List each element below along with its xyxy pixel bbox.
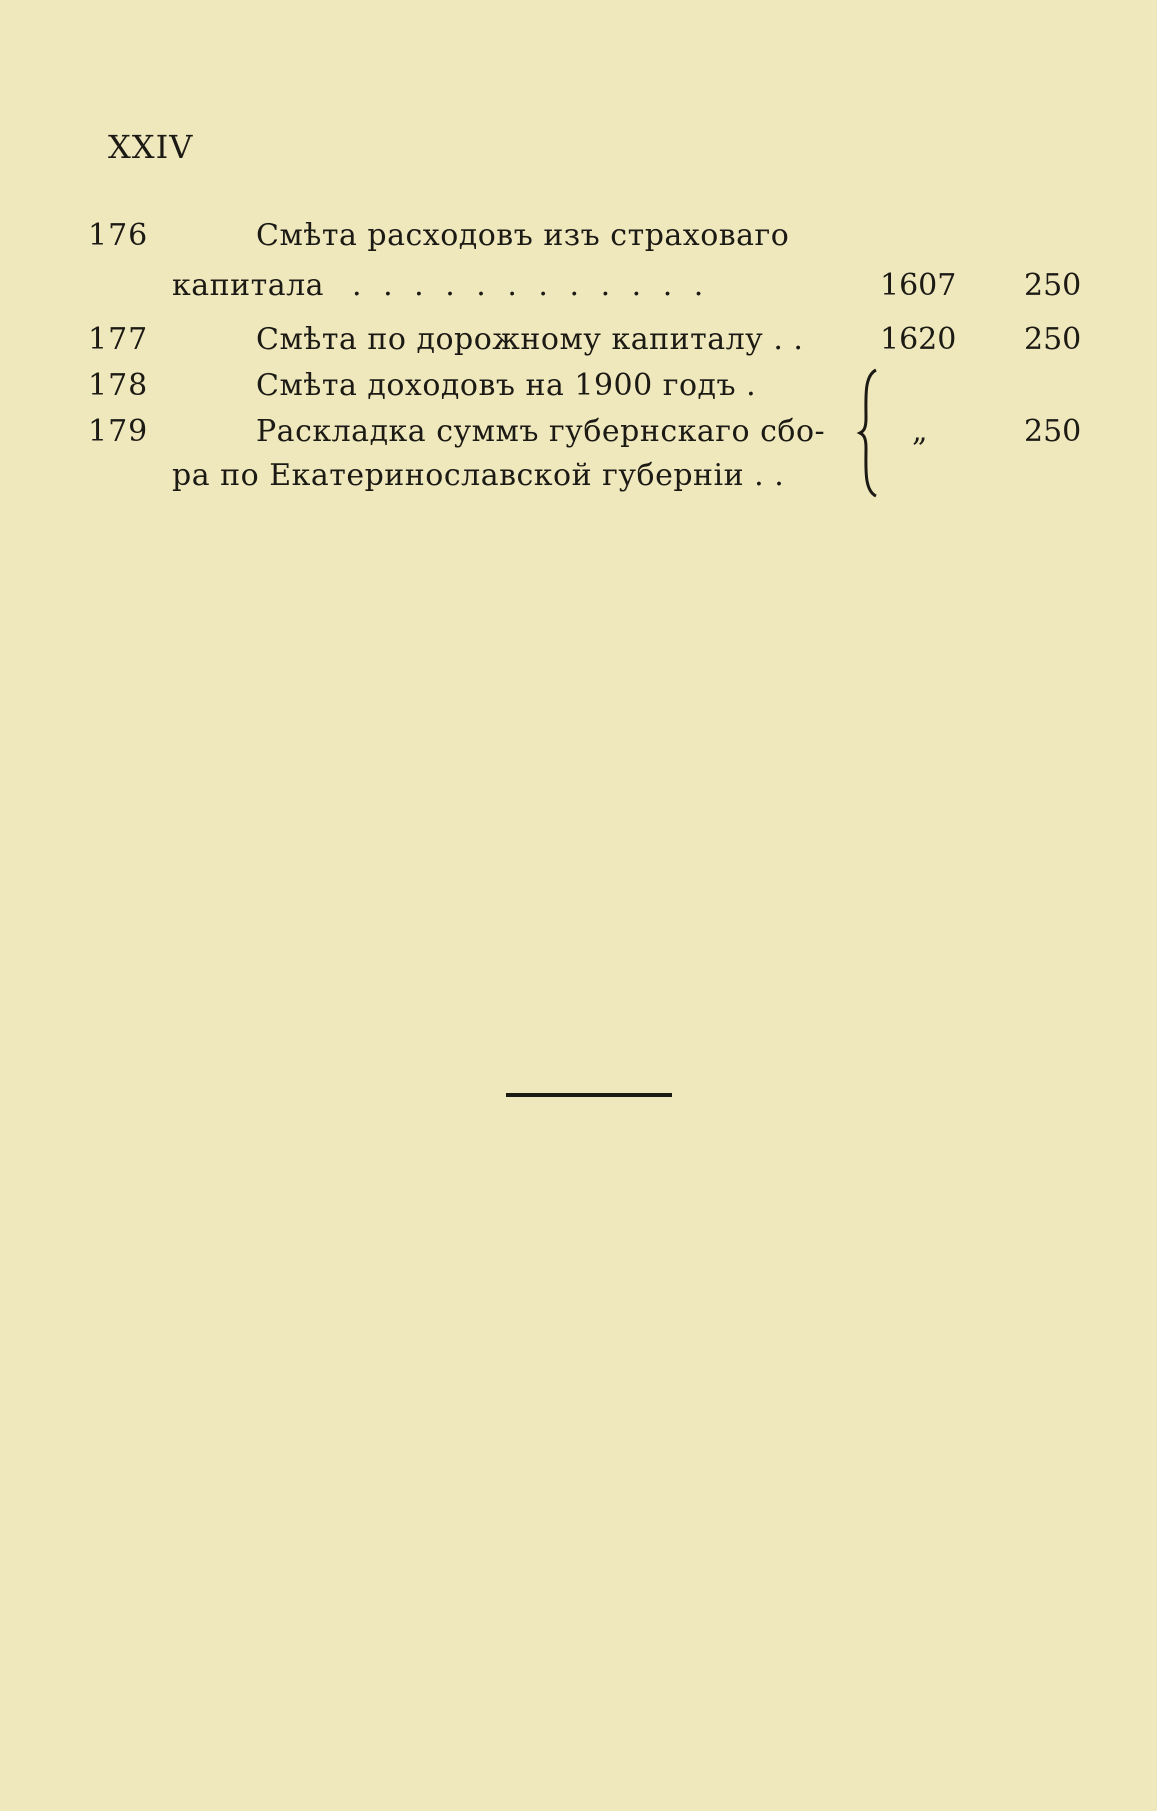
- entry-title-line1: Смѣта по дорожному капиталу . .: [256, 322, 804, 357]
- entry-title-line2: капитала: [172, 268, 325, 303]
- leader-dots: . . . . . . . . . . . .: [352, 268, 710, 303]
- entry-page: 1607: [880, 268, 957, 303]
- entry-page: 1620: [880, 322, 957, 357]
- entry-number: 176: [88, 218, 149, 253]
- entry-title-line2: ра по Екатеринославской губерніи . .: [172, 458, 785, 493]
- group-value: 250: [1024, 414, 1082, 449]
- entry-title-line1: Раскладка суммъ губернскаго сбо-: [256, 414, 826, 449]
- entry-number: 179: [88, 414, 149, 449]
- entry-value: 250: [1024, 268, 1082, 303]
- group-page: „: [912, 414, 928, 449]
- curly-brace-icon: [856, 368, 884, 498]
- entry-value: 250: [1024, 322, 1082, 357]
- page-number: XXIV: [108, 128, 194, 166]
- entry-title-line1: Смѣта расходовъ изъ страховаго: [256, 218, 790, 253]
- entry-number: 177: [88, 322, 149, 357]
- horizontal-rule: [506, 1093, 672, 1097]
- entry-number: 178: [88, 368, 149, 403]
- entry-title-line1: Смѣта доходовъ на 1900 годъ .: [256, 368, 757, 403]
